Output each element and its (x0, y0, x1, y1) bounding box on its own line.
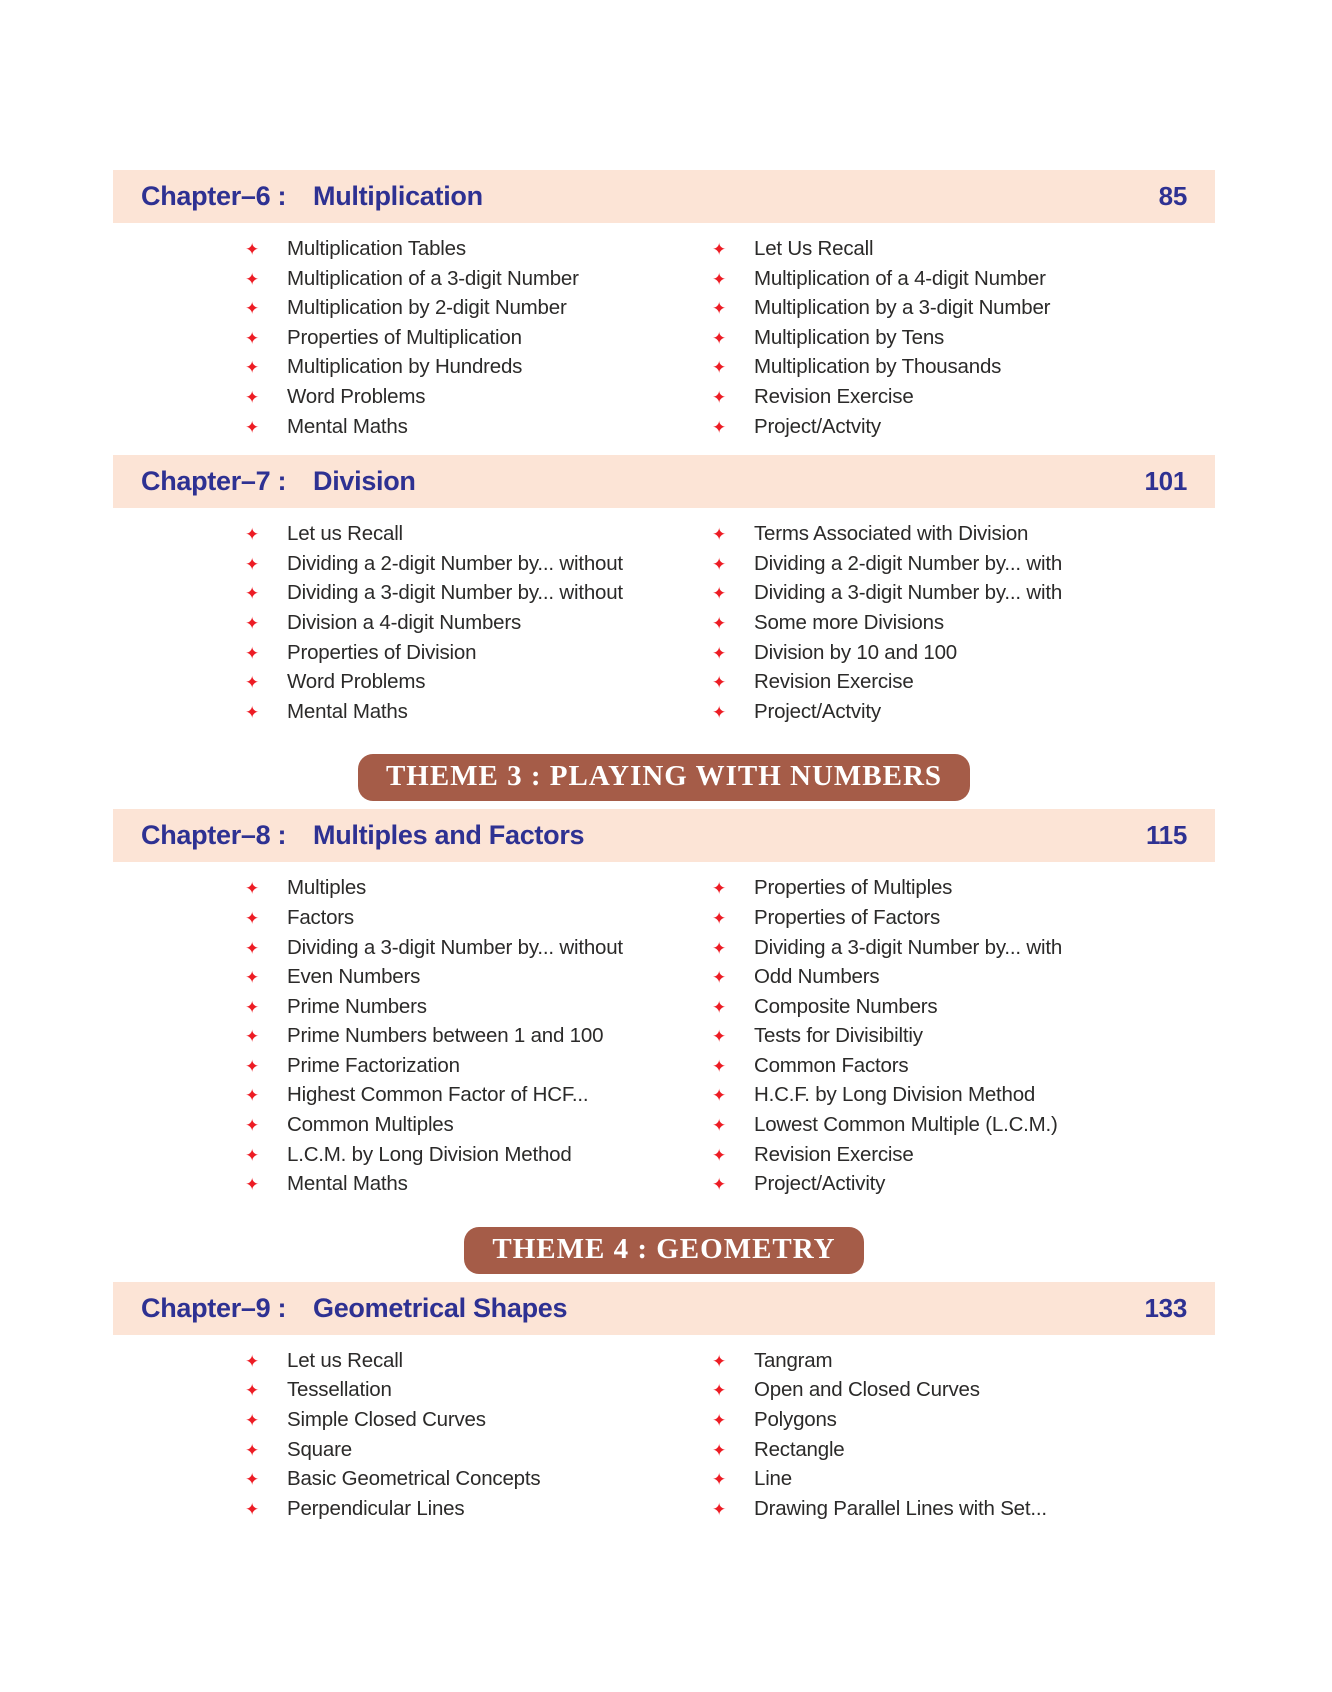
topic-item (712, 873, 1215, 903)
topic-label: Mental Maths (287, 414, 408, 438)
star-bullet-icon: ✦ (245, 554, 260, 574)
star-bullet-icon: ✦ (245, 613, 260, 633)
topic-label: Multiplication by Hundreds (287, 355, 523, 379)
topic-label: Prime Factorization (287, 1053, 460, 1077)
topic-label: Terms Associated with Division (754, 522, 1029, 546)
topic-item (245, 323, 712, 353)
topic-item (712, 697, 1215, 727)
star-bullet-icon: ✦ (245, 1440, 260, 1460)
topic-columns (113, 223, 1215, 455)
star-bullet-icon: ✦ (245, 1499, 260, 1519)
chapter-title: Division (313, 466, 416, 497)
topic-label: Tests for Divisibiltiy (754, 1024, 923, 1048)
topic-label: Simple Closed Curves (287, 1408, 486, 1432)
star-bullet-icon: ✦ (712, 702, 727, 722)
topic-label: Rectangle (754, 1437, 845, 1461)
chapter-label: Chapter–6 : (141, 181, 287, 211)
chapter-section (113, 1282, 1215, 1538)
topic-label: Common Multiples (287, 1113, 454, 1137)
topic-label: Tessellation (287, 1378, 392, 1402)
topic-label: Multiples (287, 876, 367, 900)
topic-item (245, 1140, 712, 1170)
topic-label: Multiplication of a 3-digit Number (287, 266, 579, 290)
topic-label: Odd Numbers (754, 965, 880, 989)
topic-label: Division a 4-digit Numbers (287, 610, 522, 634)
topic-item (245, 578, 712, 608)
topic-item (712, 1375, 1215, 1405)
star-bullet-icon: ✦ (712, 584, 727, 604)
topic-item (245, 352, 712, 382)
topic-item (712, 412, 1215, 442)
topic-item (245, 1051, 712, 1081)
topic-list-right (712, 234, 1215, 441)
topic-list-left (245, 1346, 712, 1524)
topic-label: Common Factors (754, 1053, 909, 1077)
topic-label: Multiplication Tables (287, 237, 466, 260)
star-bullet-icon: ✦ (245, 1411, 260, 1431)
topic-item (712, 323, 1215, 353)
star-bullet-icon: ✦ (712, 1351, 727, 1371)
topic-item (245, 1494, 712, 1524)
topic-list-left (245, 873, 712, 1199)
topic-label: Factors (287, 905, 354, 929)
star-bullet-icon: ✦ (712, 417, 727, 437)
topic-label: Even Numbers (287, 965, 421, 989)
topic-label: Project/Actvity (754, 699, 881, 723)
topic-item (245, 293, 712, 323)
topic-item (245, 519, 712, 549)
topic-label: Multiplication by 2-digit Number (287, 296, 567, 320)
topic-list-left (245, 234, 712, 441)
topic-item (245, 608, 712, 638)
star-bullet-icon: ✦ (245, 1027, 260, 1047)
star-bullet-icon: ✦ (712, 299, 727, 319)
star-bullet-icon: ✦ (712, 673, 727, 693)
chapter-page-number: 101 (1144, 466, 1187, 497)
topic-item (245, 697, 712, 727)
star-bullet-icon: ✦ (712, 997, 727, 1017)
topic-label: Revision Exercise (754, 1142, 914, 1166)
star-bullet-icon: ✦ (712, 387, 727, 407)
star-bullet-icon: ✦ (712, 525, 727, 545)
chapter-label: Chapter–8 : (141, 820, 287, 851)
topic-item (245, 234, 712, 264)
topic-item (245, 1435, 712, 1465)
topic-list-left (245, 519, 712, 726)
chapter-header-bar (113, 455, 1215, 508)
topic-list-right (712, 873, 1215, 1199)
topic-label: Let Us Recall (754, 237, 874, 260)
topic-label: Square (287, 1437, 352, 1461)
topic-item (712, 1140, 1215, 1170)
topic-item (712, 549, 1215, 579)
chapter-title: Multiples and Factors (313, 820, 585, 851)
topic-label: Polygons (754, 1408, 837, 1432)
topic-columns (113, 862, 1215, 1213)
star-bullet-icon: ✦ (245, 938, 260, 958)
topic-item (712, 1110, 1215, 1140)
chapter-page-number: 85 (1158, 181, 1187, 211)
topic-item (712, 293, 1215, 323)
topic-item (712, 1080, 1215, 1110)
topic-label: Multiplication by Tens (754, 325, 945, 349)
star-bullet-icon: ✦ (245, 643, 260, 663)
star-bullet-icon: ✦ (712, 269, 727, 289)
topic-columns (113, 1335, 1215, 1538)
star-bullet-icon: ✦ (245, 673, 260, 693)
topic-item (712, 1405, 1215, 1435)
star-bullet-icon: ✦ (245, 387, 260, 407)
toc-content (113, 170, 1215, 1537)
topic-label: Properties of Division (287, 640, 477, 664)
star-bullet-icon: ✦ (245, 1351, 260, 1371)
topic-label: Multiplication by a 3-digit Number (754, 296, 1051, 320)
star-bullet-icon: ✦ (245, 328, 260, 348)
topic-label: Prime Numbers between 1 and 100 (287, 1024, 604, 1048)
topic-item (712, 519, 1215, 549)
topic-item (712, 1021, 1215, 1051)
topic-label: Prime Numbers (287, 994, 427, 1018)
star-bullet-icon: ✦ (712, 358, 727, 378)
star-bullet-icon: ✦ (245, 417, 260, 437)
topic-item (712, 1051, 1215, 1081)
topic-item (712, 1494, 1215, 1524)
star-bullet-icon: ✦ (245, 1116, 260, 1136)
star-bullet-icon: ✦ (245, 1145, 260, 1165)
topic-label: Project/Actvity (754, 414, 881, 438)
star-bullet-icon: ✦ (245, 269, 260, 289)
topic-item (712, 667, 1215, 697)
topic-label: Drawing Parallel Lines with Set... (754, 1496, 1047, 1520)
theme-banner-row (113, 1227, 1215, 1274)
topic-list-right (712, 519, 1215, 726)
star-bullet-icon: ✦ (712, 908, 727, 928)
topic-label: Open and Closed Curves (754, 1378, 980, 1402)
topic-item (712, 638, 1215, 668)
topic-label: Properties of Factors (754, 905, 941, 929)
topic-label: L.C.M. by Long Division Method (287, 1142, 572, 1166)
star-bullet-icon: ✦ (245, 240, 260, 259)
topic-columns (113, 508, 1215, 740)
topic-item (245, 1405, 712, 1435)
chapter-label: Chapter–9 : (141, 1292, 287, 1323)
topic-label: Project/Activity (754, 1172, 886, 1196)
topic-label: Dividing a 3-digit Number by... with (754, 935, 1063, 959)
topic-item (245, 1080, 712, 1110)
topic-label: Let us Recall (287, 1348, 403, 1372)
chapter-header-bar (113, 170, 1215, 223)
star-bullet-icon: ✦ (712, 938, 727, 958)
theme-banner-row (113, 754, 1215, 801)
topic-item (712, 933, 1215, 963)
star-bullet-icon: ✦ (712, 613, 727, 633)
star-bullet-icon: ✦ (245, 299, 260, 319)
chapter-title: Geometrical Shapes (313, 1292, 568, 1323)
topic-label: Word Problems (287, 384, 426, 408)
topic-label: Perpendicular Lines (287, 1496, 465, 1520)
star-bullet-icon: ✦ (712, 643, 727, 663)
topic-item (712, 962, 1215, 992)
star-bullet-icon: ✦ (712, 1116, 727, 1136)
topic-label: Composite Numbers (754, 994, 938, 1018)
topic-item (712, 578, 1215, 608)
star-bullet-icon: ✦ (712, 554, 727, 574)
topic-item (712, 382, 1215, 412)
topic-label: Some more Divisions (754, 610, 944, 634)
star-bullet-icon: ✦ (245, 908, 260, 928)
topic-label: Division by 10 and 100 (754, 640, 958, 664)
star-bullet-icon: ✦ (712, 240, 727, 259)
topic-item (245, 1021, 712, 1051)
star-bullet-icon: ✦ (712, 1440, 727, 1460)
star-bullet-icon: ✦ (245, 1056, 260, 1076)
star-bullet-icon: ✦ (712, 1499, 727, 1519)
chapter-section (113, 455, 1215, 740)
star-bullet-icon: ✦ (245, 358, 260, 378)
topic-list-right (712, 1346, 1215, 1524)
star-bullet-icon: ✦ (712, 1411, 727, 1431)
chapter-section (113, 170, 1215, 455)
star-bullet-icon: ✦ (245, 968, 260, 988)
topic-label: Tangram (754, 1348, 833, 1372)
star-bullet-icon: ✦ (245, 525, 260, 545)
star-bullet-icon: ✦ (712, 1175, 727, 1195)
theme-banner: THEME 3 : PLAYING WITH NUMBERS (358, 754, 970, 801)
topic-label: Multiplication by Thousands (754, 355, 1002, 379)
topic-item (712, 1169, 1215, 1199)
star-bullet-icon: ✦ (712, 328, 727, 348)
topic-item (245, 549, 712, 579)
topic-item (712, 608, 1215, 638)
topic-label: Let us Recall (287, 522, 403, 546)
star-bullet-icon: ✦ (245, 1470, 260, 1490)
star-bullet-icon: ✦ (712, 1086, 727, 1106)
topic-item (245, 903, 712, 933)
chapter-title: Multiplication (313, 181, 483, 211)
topic-item (245, 1464, 712, 1494)
topic-label: Basic Geometrical Concepts (287, 1467, 541, 1491)
chapter-section (113, 809, 1215, 1213)
topic-item (712, 992, 1215, 1022)
topic-item (712, 1435, 1215, 1465)
star-bullet-icon: ✦ (245, 997, 260, 1017)
topic-item (712, 1464, 1215, 1494)
topic-label: Line (754, 1467, 792, 1491)
topic-label: Mental Maths (287, 699, 408, 723)
topic-label: Lowest Common Multiple (L.C.M.) (754, 1113, 1058, 1137)
star-bullet-icon: ✦ (245, 584, 260, 604)
star-bullet-icon: ✦ (712, 879, 727, 899)
topic-label: Dividing a 3-digit Number by... without (287, 935, 623, 959)
chapter-label: Chapter–7 : (141, 466, 287, 497)
topic-label: Properties of Multiples (754, 876, 953, 900)
star-bullet-icon: ✦ (245, 702, 260, 722)
chapter-header-bar (113, 809, 1215, 862)
topic-item (245, 1110, 712, 1140)
topic-item (245, 412, 712, 442)
theme-banner: THEME 4 : GEOMETRY (464, 1227, 863, 1274)
topic-item (712, 264, 1215, 294)
star-bullet-icon: ✦ (712, 968, 727, 988)
chapter-header-bar (113, 1282, 1215, 1335)
topic-item (245, 873, 712, 903)
star-bullet-icon: ✦ (245, 1086, 260, 1106)
chapter-page-number: 115 (1145, 820, 1187, 851)
topic-item (712, 903, 1215, 933)
topic-label: Dividing a 2-digit Number by... without (287, 551, 623, 575)
topic-item (245, 962, 712, 992)
topic-item (245, 1169, 712, 1199)
topic-label: Dividing a 2-digit Number by... with (754, 551, 1063, 575)
star-bullet-icon: ✦ (712, 1145, 727, 1165)
topic-label: Revision Exercise (754, 384, 914, 408)
star-bullet-icon: ✦ (245, 1175, 260, 1195)
star-bullet-icon: ✦ (712, 1381, 727, 1401)
topic-label: Multiplication of a 4-digit Number (754, 266, 1046, 290)
chapter-page-number: 133 (1144, 1292, 1187, 1323)
topic-item (245, 1346, 712, 1376)
topic-item (712, 352, 1215, 382)
topic-item (245, 933, 712, 963)
topic-label: H.C.F. by Long Division Method (754, 1083, 1036, 1107)
topic-item (245, 382, 712, 412)
star-bullet-icon: ✦ (245, 1381, 260, 1401)
topic-label: Highest Common Factor of HCF... (287, 1083, 589, 1107)
topic-label: Revision Exercise (754, 670, 914, 694)
topic-item (245, 667, 712, 697)
star-bullet-icon: ✦ (712, 1470, 727, 1490)
star-bullet-icon: ✦ (712, 1027, 727, 1047)
topic-item (712, 234, 1215, 264)
topic-label: Dividing a 3-digit Number by... without (287, 581, 623, 605)
topic-item (245, 992, 712, 1022)
topic-label: Mental Maths (287, 1172, 408, 1196)
topic-item (712, 1346, 1215, 1376)
star-bullet-icon: ✦ (712, 1056, 727, 1076)
star-bullet-icon: ✦ (245, 879, 260, 899)
topic-item (245, 264, 712, 294)
topic-item (245, 638, 712, 668)
topic-label: Properties of Multiplication (287, 325, 522, 349)
topic-label: Word Problems (287, 670, 426, 694)
topic-item (245, 1375, 712, 1405)
topic-label: Dividing a 3-digit Number by... with (754, 581, 1063, 605)
